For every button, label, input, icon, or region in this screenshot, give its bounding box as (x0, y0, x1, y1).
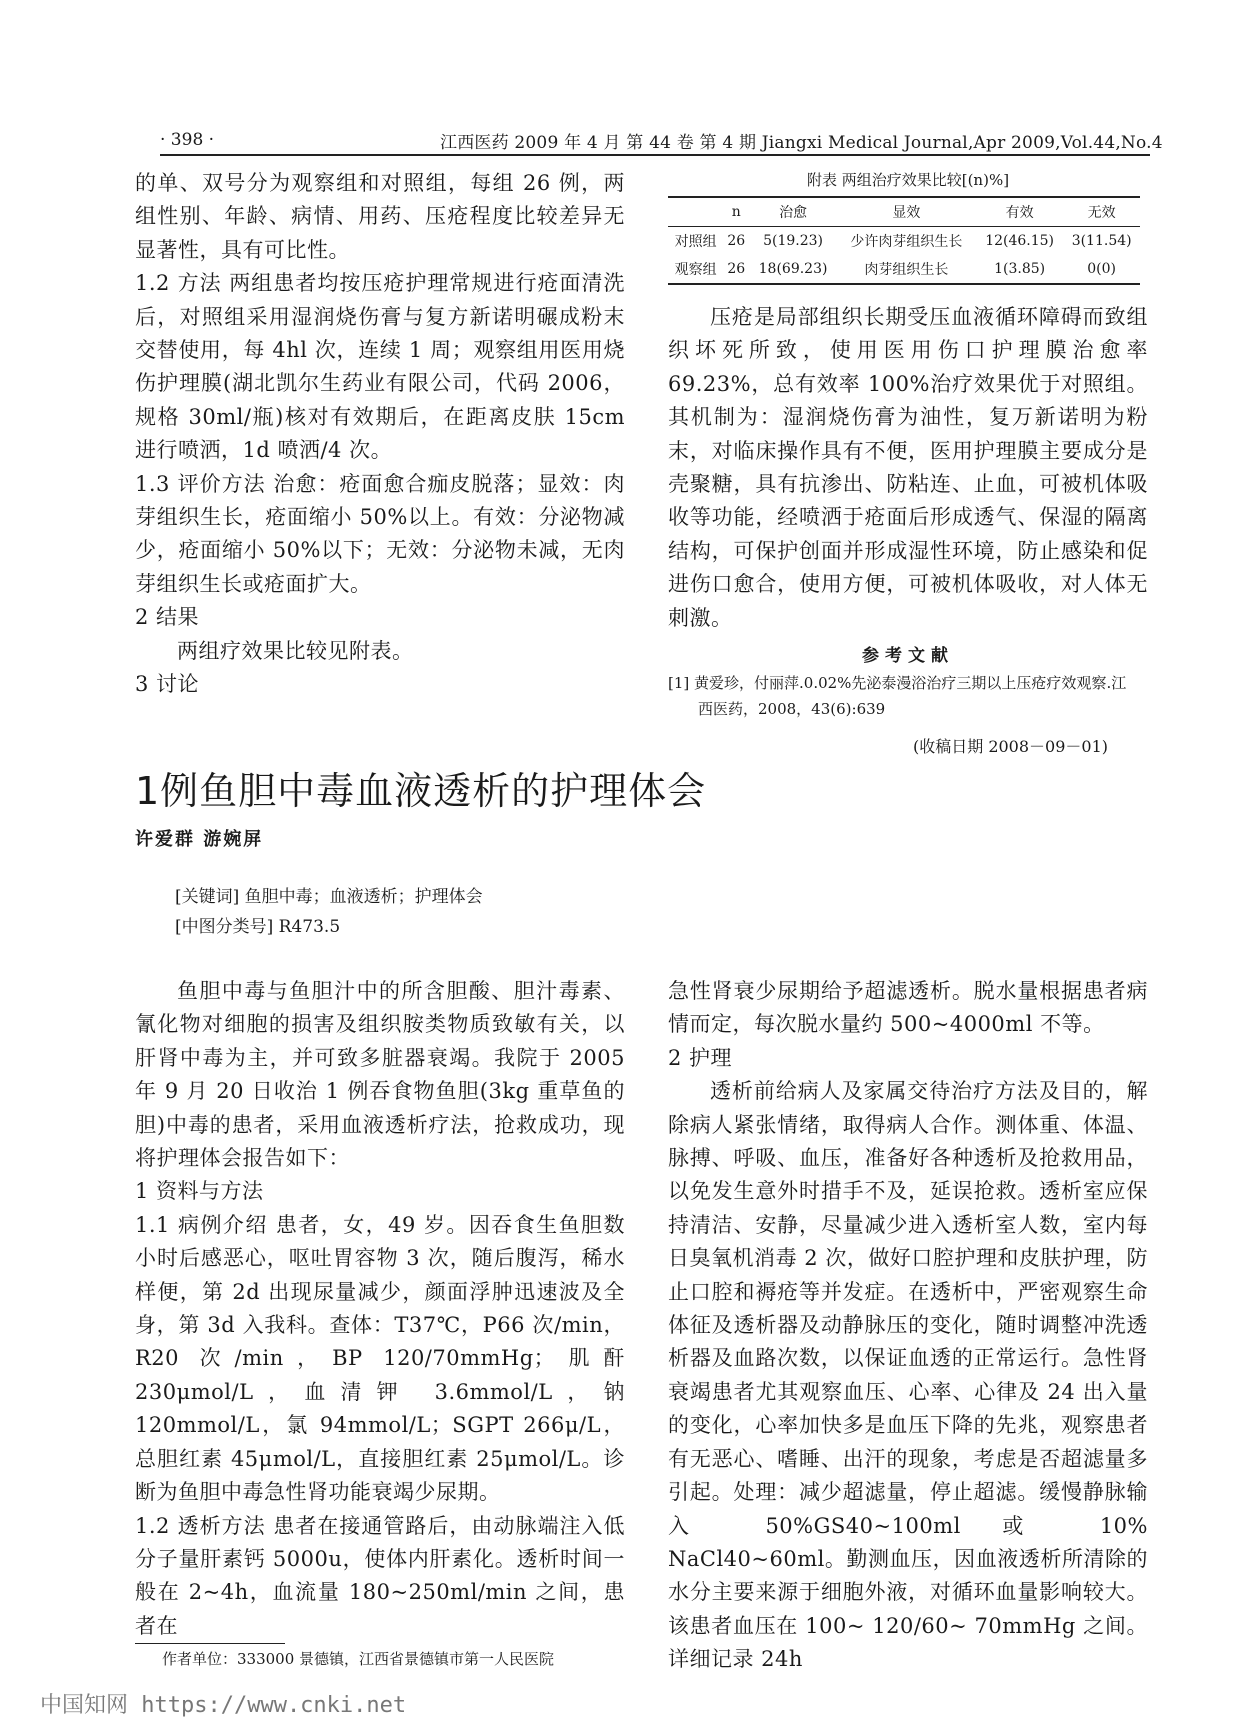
method-paragraph: 1.2 方法 两组患者均按压疮护理常规进行疮面清洗后，对照组采用湿润烧伤膏与复方新诺明碾成粉末交替使用，每 4hl 次，连续 1 周；观察组用医用烧伤护理膜(湖北凯尔生药业有限公司，代码 2006，规格 30ml/瓶)核对有效期后，在距离皮肤 15cm 进行喷洒，1d 喷洒/4 次。 (135, 271, 625, 463)
header-rule (160, 154, 1150, 156)
table-header-cell: 无效 (1063, 197, 1140, 227)
table-cell: 对照组 (674, 234, 717, 250)
evaluation-paragraph: 1.3 评价方法 治愈：疮面愈合痂皮脱落；显效：肉芽组织生长，疮面缩小 50%以上。有效：分泌物减少，疮面缩小 50%以下；无效：分泌物未减，无肉芽组织生长或疮面扩大。 (135, 471, 625, 596)
cnki-watermark: 中国知网 https://www.cnki.net (40, 1693, 407, 1718)
table-cell: 1(3.85) (976, 255, 1063, 284)
table-header-cell: 显效 (837, 197, 976, 227)
article-column-left (135, 975, 625, 1643)
table-row (668, 255, 1140, 284)
table-cell: 5(19.23) (763, 233, 824, 249)
table-cell: 0(0) (1063, 255, 1140, 284)
intro-paragraph: 鱼胆中毒与鱼胆汁中的所含胆酸、胆汁毒素、氰化物对细胞的损害及组织胺类物质致敏有关，以肝肾中毒为主，并可致多脏器衰竭。我院于 2005 年 9 月 20 日收治 1 例吞食物鱼胆(3kg 重草鱼的胆)中毒的患者，采用血液透析疗法，抢救成功，现将护理体会报告如下： (135, 979, 625, 1171)
page-number: · 398 · (160, 130, 215, 150)
classification-number: [中图分类号] R473.5 (175, 917, 341, 937)
results-table (668, 196, 1140, 285)
table-header-row (668, 197, 1140, 227)
table-cell: 少许肉芽组织生长 (850, 234, 963, 250)
case-paragraph: 1.1 病例介绍 患者，女，49 岁。因吞食生鱼胆数小时后感恶心，呕吐胃容物 3 次，随后腹泻，稀水样便，第 2d 出现尿量减少，颜面浮肿迅速波及全身，第 3d 入我科。查体：T37℃，P66 次/min，R20 次/min，BP 120/70mmHg；肌酐 230μmol/L，血清钾 3.6mmol/L，钠 120mmol/L，氯 94mmol/L；SGPT 266μ/L，总胆红素 45μmol/L，直接胆红素 25μmol/L。诊断为鱼胆中毒急性肾功能衰竭少尿期。 (135, 1212, 625, 1505)
table-row (668, 227, 1140, 256)
table-header-cell: n (723, 197, 749, 227)
table-header-cell (668, 197, 723, 227)
nursing-paragraph: 透析前给病人及家属交待治疗方法及目的，解除病人紧张情绪，取得病人合作。测体重、体温、脉搏、呼吸、血压，准备好各种透析及抢救用品，以免发生意外时措手不及，延误抢救。透析室应保持清洁、安静，尽量减少进入透析室人数，室内每日臭氧机消毒 2 次，做好口腔护理和皮肤护理，防止口腔和褥疮等并发症。在透析中，严密观察生命体征及透析器及动静脉压的变化，随时调整冲洗透析器及血路次数，以保证血透的正常运行。急性肾衰竭患者尤其观察血压、心率、心律及 24 出入量的变化，心率加快多是血压下降的先兆，观察患者有无恶心、嗜睡、出汗的现象，考虑是否超滤量多引起。处理：减少超滤量，停止超滤。缓慢静脉输入 50%GS40~100ml 或 10% NaCl40~60ml。勤测血压，因血液透析所清除的水分主要来源于细胞外液，对循环血量影响较大。该患者血压在 100~ 120/60~ 70mmHg 之间。详细记录 24h (668, 1079, 1148, 1672)
table-caption: 附表 两组治疗效果比较[(n)%] (806, 171, 1010, 189)
table-cell: 18(69.23) (749, 255, 836, 284)
table-cell: 26 (727, 233, 746, 249)
section-heading-results: 2 结果 (135, 605, 200, 630)
article-authors: 许爱群 游婉屏 (135, 829, 264, 850)
discussion-paragraph: 压疮是局部组织长期受压血液循环障碍而致组织坏死所致，使用医用伤口护理膜治愈率 69.23%，总有效率 100%治疗效果优于对照组。其机制为：湿润烧伤膏为油性，复万新诺明为粉末，对临床操作具有不便，医用护理膜主要成分是壳聚糖，具有抗渗出、防粘连、止血，可被机体吸收等功能，经喷洒于疮面后形成透气、保湿的隔离结构，可保护创面并形成湿性环境，防止感染和促进伤口愈合，使用方便，可被机体吸收，对人体无刺激。 (668, 305, 1148, 630)
affiliation-rule (135, 1643, 285, 1644)
author-affiliation: 作者单位：333000 景德镇，江西省景德镇市第一人民医院 (162, 1650, 555, 1668)
dialysis-method-paragraph: 1.2 透析方法 患者在接通管路后，由动脉端注入低分子量肝素钙 5000u，使体内肝素化。透析时间一般在 2~4h，血流量 180~250ml/min 之间，患者在 (135, 1513, 625, 1638)
journal-header: 江西医药 2009 年 4 月 第 44 卷 第 4 期 Jiangxi Medical Journal,Apr 2009,Vol.44,No.4 (440, 133, 1163, 153)
article-column-right (668, 975, 1148, 1677)
table-header-cell: 治愈 (749, 197, 836, 227)
paragraph: 两组疗效果比较见附表。 (177, 638, 414, 663)
table-cell: 观察组 (668, 255, 723, 284)
paragraph: 急性肾衰少尿期给予超滤透析。脱水量根据患者病情而定，每次脱水量约 500~4000ml 不等。 (668, 979, 1148, 1037)
section-heading-materials-methods: 1 资料与方法 (135, 1179, 264, 1204)
table-cell: 12(46.15) (985, 233, 1055, 249)
reference-item: [1] 黄爱珍，付丽萍.0.02%先泌泰漫浴治疗三期以上压疮疗效观察.江 (668, 674, 1127, 693)
prev-article-column-left (135, 167, 625, 702)
paragraph: 的单、双号分为观察组和对照组，每组 26 例，两组性别、年龄、病情、用药、压疮程度比较差异无显著性，具有可比性。 (135, 171, 625, 262)
table-cell: 肉芽组织生长 (837, 255, 976, 284)
section-heading-discussion: 3 讨论 (135, 672, 200, 697)
article-title: 1例鱼胆中毒血液透析的护理体会 (135, 769, 707, 813)
received-date: (收稿日期 2008－09－01) (912, 737, 1108, 757)
prev-article-column-right (668, 167, 1148, 757)
reference-item-continued: 西医药，2008，43(6):639 (698, 700, 886, 719)
keywords: [关键词] 鱼胆中毒；血液透析；护理体会 (175, 887, 483, 907)
references-title: 参考文献 (862, 646, 954, 667)
section-heading-nursing: 2 护理 (668, 1045, 733, 1070)
table-cell: 3(11.54) (1071, 233, 1132, 249)
table-cell: 26 (723, 255, 749, 284)
table-header-cell: 有效 (976, 197, 1063, 227)
